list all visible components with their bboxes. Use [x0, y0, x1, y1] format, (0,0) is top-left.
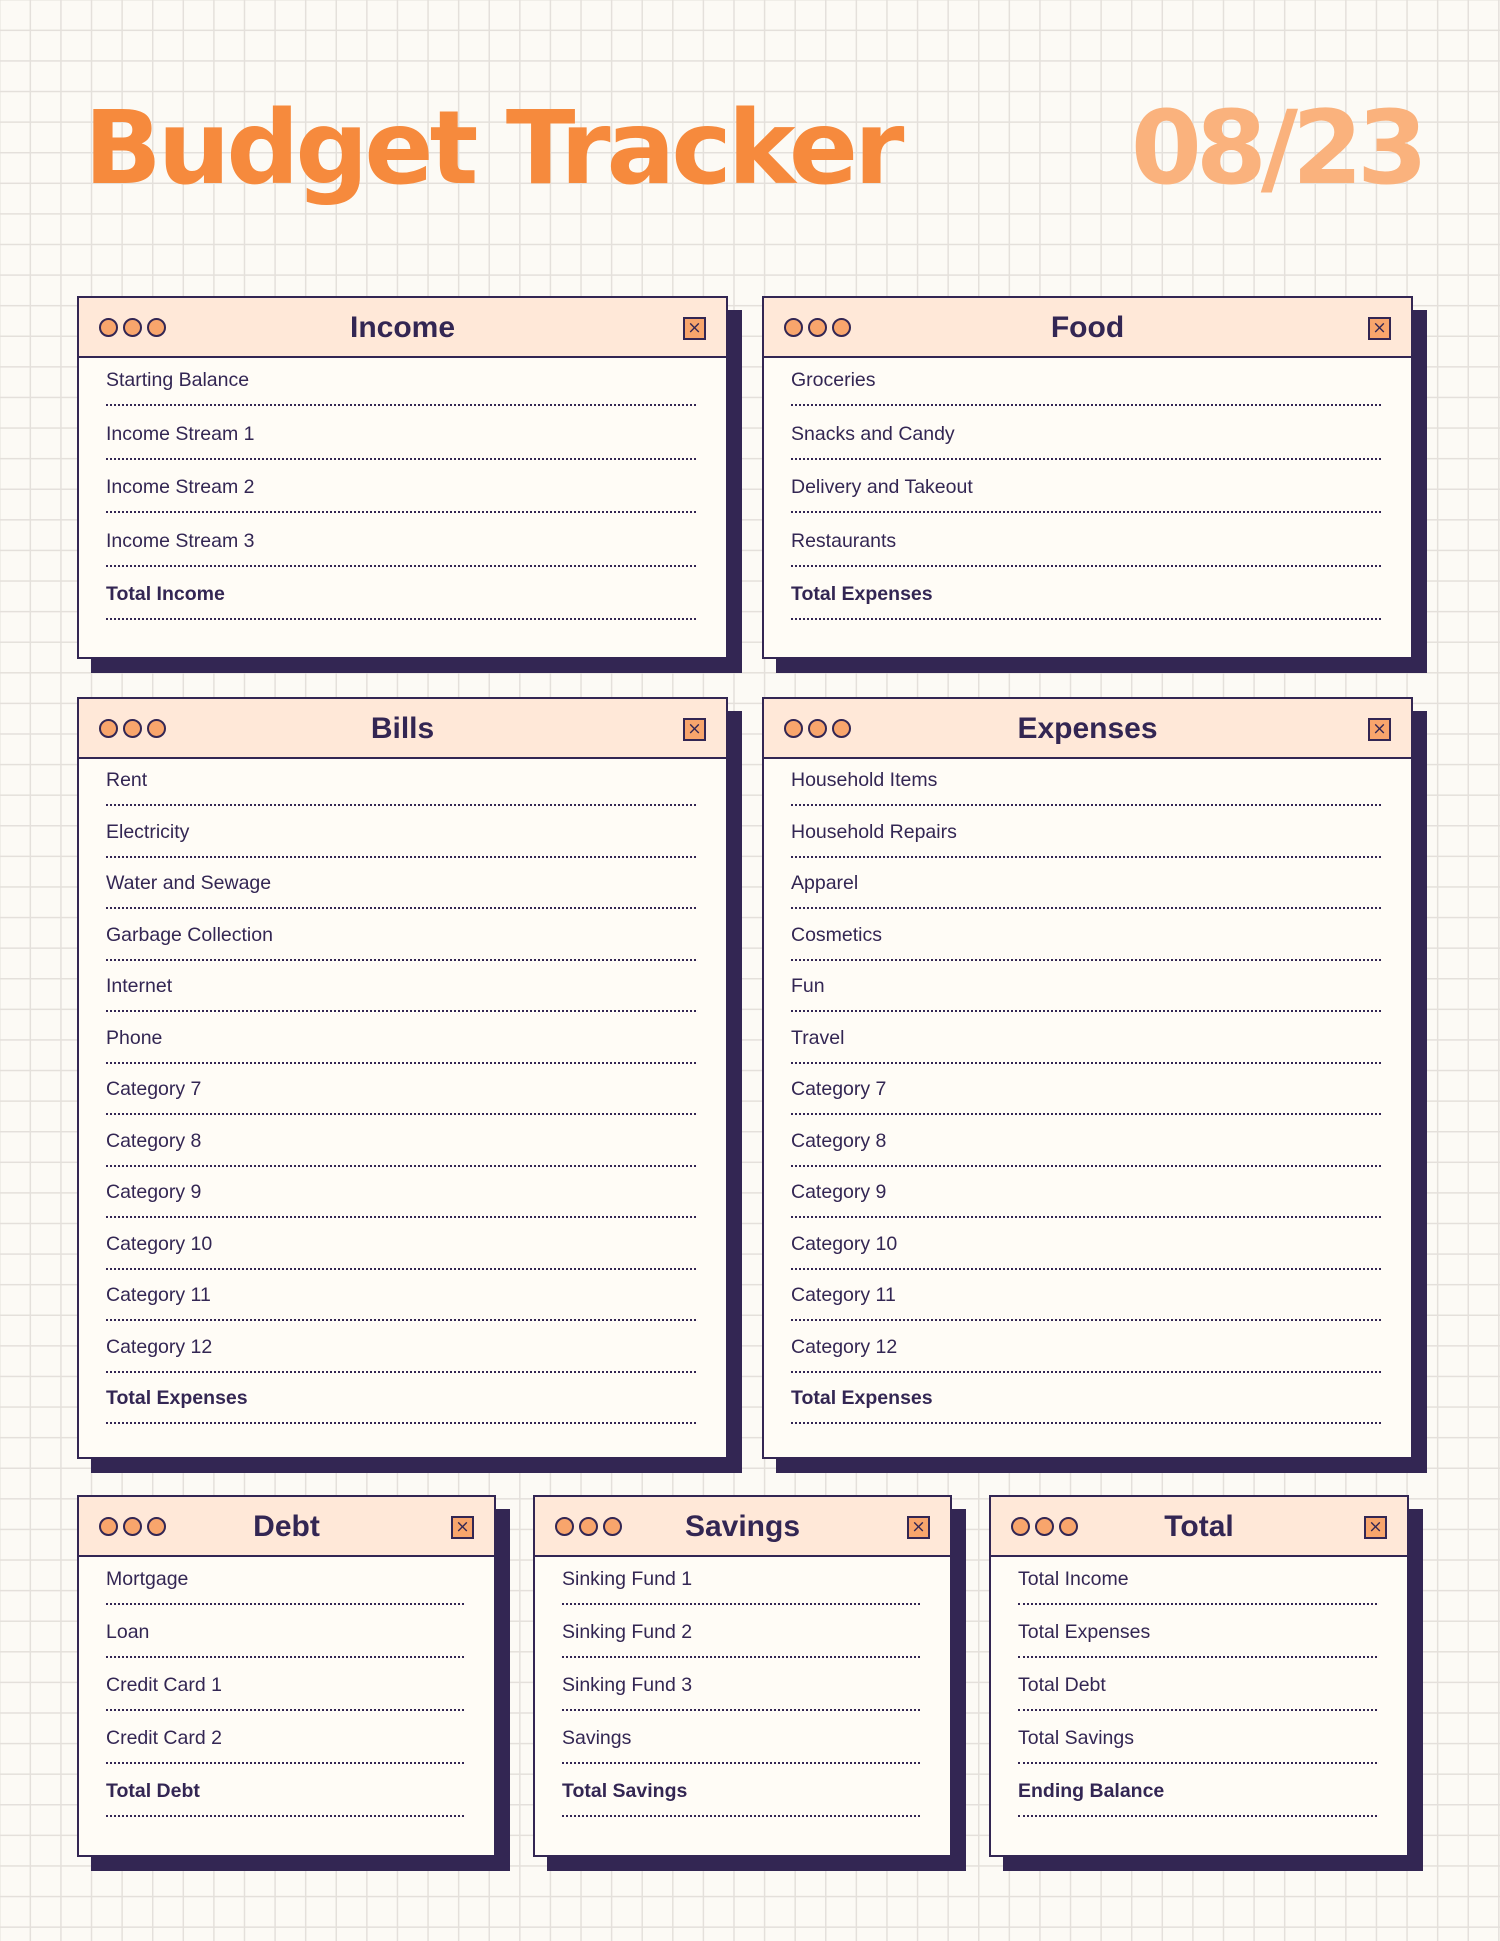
- list-item[interactable]: Category 9: [791, 1167, 1381, 1219]
- expenses-total-row[interactable]: Total Expenses: [791, 1373, 1381, 1425]
- list-item[interactable]: Sinking Fund 3: [562, 1658, 920, 1711]
- savings-card: [533, 1495, 952, 1857]
- list-item[interactable]: Total Debt: [1018, 1658, 1377, 1711]
- list-item[interactable]: Category 9: [106, 1167, 696, 1219]
- food-total-row[interactable]: Total Expenses: [791, 567, 1381, 621]
- income-total-row[interactable]: Total Income: [106, 567, 696, 621]
- list-item[interactable]: Water and Sewage: [106, 858, 696, 910]
- list-item[interactable]: Groceries: [791, 358, 1381, 406]
- list-item[interactable]: Category 11: [106, 1270, 696, 1322]
- list-item[interactable]: Mortgage: [106, 1557, 464, 1605]
- debt-card: [77, 1495, 496, 1857]
- list-item[interactable]: Income Stream 3: [106, 513, 696, 567]
- bills-card: [77, 697, 728, 1459]
- savings-card-header: [535, 1497, 950, 1557]
- list-item[interactable]: Garbage Collection: [106, 909, 696, 961]
- list-item[interactable]: Household Repairs: [791, 806, 1381, 858]
- list-item[interactable]: Savings: [562, 1711, 920, 1764]
- list-item[interactable]: Phone: [106, 1012, 696, 1064]
- expenses-card-header: [764, 699, 1411, 759]
- list-item[interactable]: Total Savings: [1018, 1711, 1377, 1764]
- list-item[interactable]: Household Items: [791, 759, 1381, 806]
- list-item[interactable]: Total Expenses: [1018, 1605, 1377, 1658]
- list-item[interactable]: Loan: [106, 1605, 464, 1658]
- food-card-header: [764, 298, 1411, 358]
- list-item[interactable]: Category 11: [791, 1270, 1381, 1322]
- list-item[interactable]: Category 7: [791, 1064, 1381, 1116]
- close-icon[interactable]: ×: [1368, 718, 1391, 741]
- list-item[interactable]: Internet: [106, 961, 696, 1013]
- bills-card-header: [79, 699, 726, 759]
- list-item[interactable]: Cosmetics: [791, 909, 1381, 961]
- food-row-list: [764, 358, 1411, 620]
- list-item[interactable]: Travel: [791, 1012, 1381, 1064]
- close-icon[interactable]: ×: [683, 317, 706, 340]
- income-card-header: [79, 298, 726, 358]
- list-item[interactable]: Rent: [106, 759, 696, 806]
- page-date: 08/23: [1130, 89, 1422, 208]
- list-item[interactable]: Fun: [791, 961, 1381, 1013]
- total-total-row[interactable]: Ending Balance: [1018, 1764, 1377, 1817]
- expenses-row-list: [764, 759, 1411, 1424]
- close-icon[interactable]: ×: [1364, 1516, 1387, 1539]
- list-item[interactable]: Snacks and Candy: [791, 406, 1381, 460]
- list-item[interactable]: Sinking Fund 2: [562, 1605, 920, 1658]
- food-card-title: Food: [1050, 311, 1125, 344]
- list-item[interactable]: Total Income: [1018, 1557, 1377, 1605]
- list-item[interactable]: Income Stream 1: [106, 406, 696, 460]
- debt-total-row[interactable]: Total Debt: [106, 1764, 464, 1817]
- bills-row-list: [79, 759, 726, 1424]
- close-icon[interactable]: ×: [1368, 317, 1391, 340]
- close-icon[interactable]: ×: [451, 1516, 474, 1539]
- list-item[interactable]: Credit Card 2: [106, 1711, 464, 1764]
- list-item[interactable]: Category 12: [106, 1321, 696, 1373]
- list-item[interactable]: Credit Card 1: [106, 1658, 464, 1711]
- income-row-list: [79, 358, 726, 620]
- savings-card-title: Savings: [684, 1510, 801, 1543]
- list-item[interactable]: Electricity: [106, 806, 696, 858]
- bills-card-title: Bills: [370, 712, 435, 745]
- close-icon[interactable]: ×: [683, 718, 706, 741]
- list-item[interactable]: Category 7: [106, 1064, 696, 1116]
- list-item[interactable]: Restaurants: [791, 513, 1381, 567]
- list-item[interactable]: Apparel: [791, 858, 1381, 910]
- income-card-title: Income: [349, 311, 456, 344]
- debt-card-header: [79, 1497, 494, 1557]
- savings-row-list: [535, 1557, 950, 1817]
- food-card: [762, 296, 1413, 659]
- debt-card-title: Debt: [253, 1510, 320, 1543]
- income-card: [77, 296, 728, 659]
- list-item[interactable]: Category 8: [791, 1115, 1381, 1167]
- debt-row-list: [79, 1557, 494, 1817]
- list-item[interactable]: Category 10: [791, 1218, 1381, 1270]
- bills-total-row[interactable]: Total Expenses: [106, 1373, 696, 1425]
- savings-total-row[interactable]: Total Savings: [562, 1764, 920, 1817]
- list-item[interactable]: Category 10: [106, 1218, 696, 1270]
- expenses-card: [762, 697, 1413, 1459]
- total-card-header: [991, 1497, 1407, 1557]
- list-item[interactable]: Category 12: [791, 1321, 1381, 1373]
- list-item[interactable]: Sinking Fund 1: [562, 1557, 920, 1605]
- total-card: [989, 1495, 1409, 1857]
- list-item[interactable]: Income Stream 2: [106, 460, 696, 514]
- list-item[interactable]: Delivery and Takeout: [791, 460, 1381, 514]
- total-card-title: Total: [1164, 1510, 1234, 1543]
- list-item[interactable]: Starting Balance: [106, 358, 696, 406]
- list-item[interactable]: Category 8: [106, 1115, 696, 1167]
- close-icon[interactable]: ×: [907, 1516, 930, 1539]
- total-row-list: [991, 1557, 1407, 1817]
- page-title: Budget Tracker: [84, 89, 901, 208]
- expenses-card-title: Expenses: [1017, 712, 1158, 745]
